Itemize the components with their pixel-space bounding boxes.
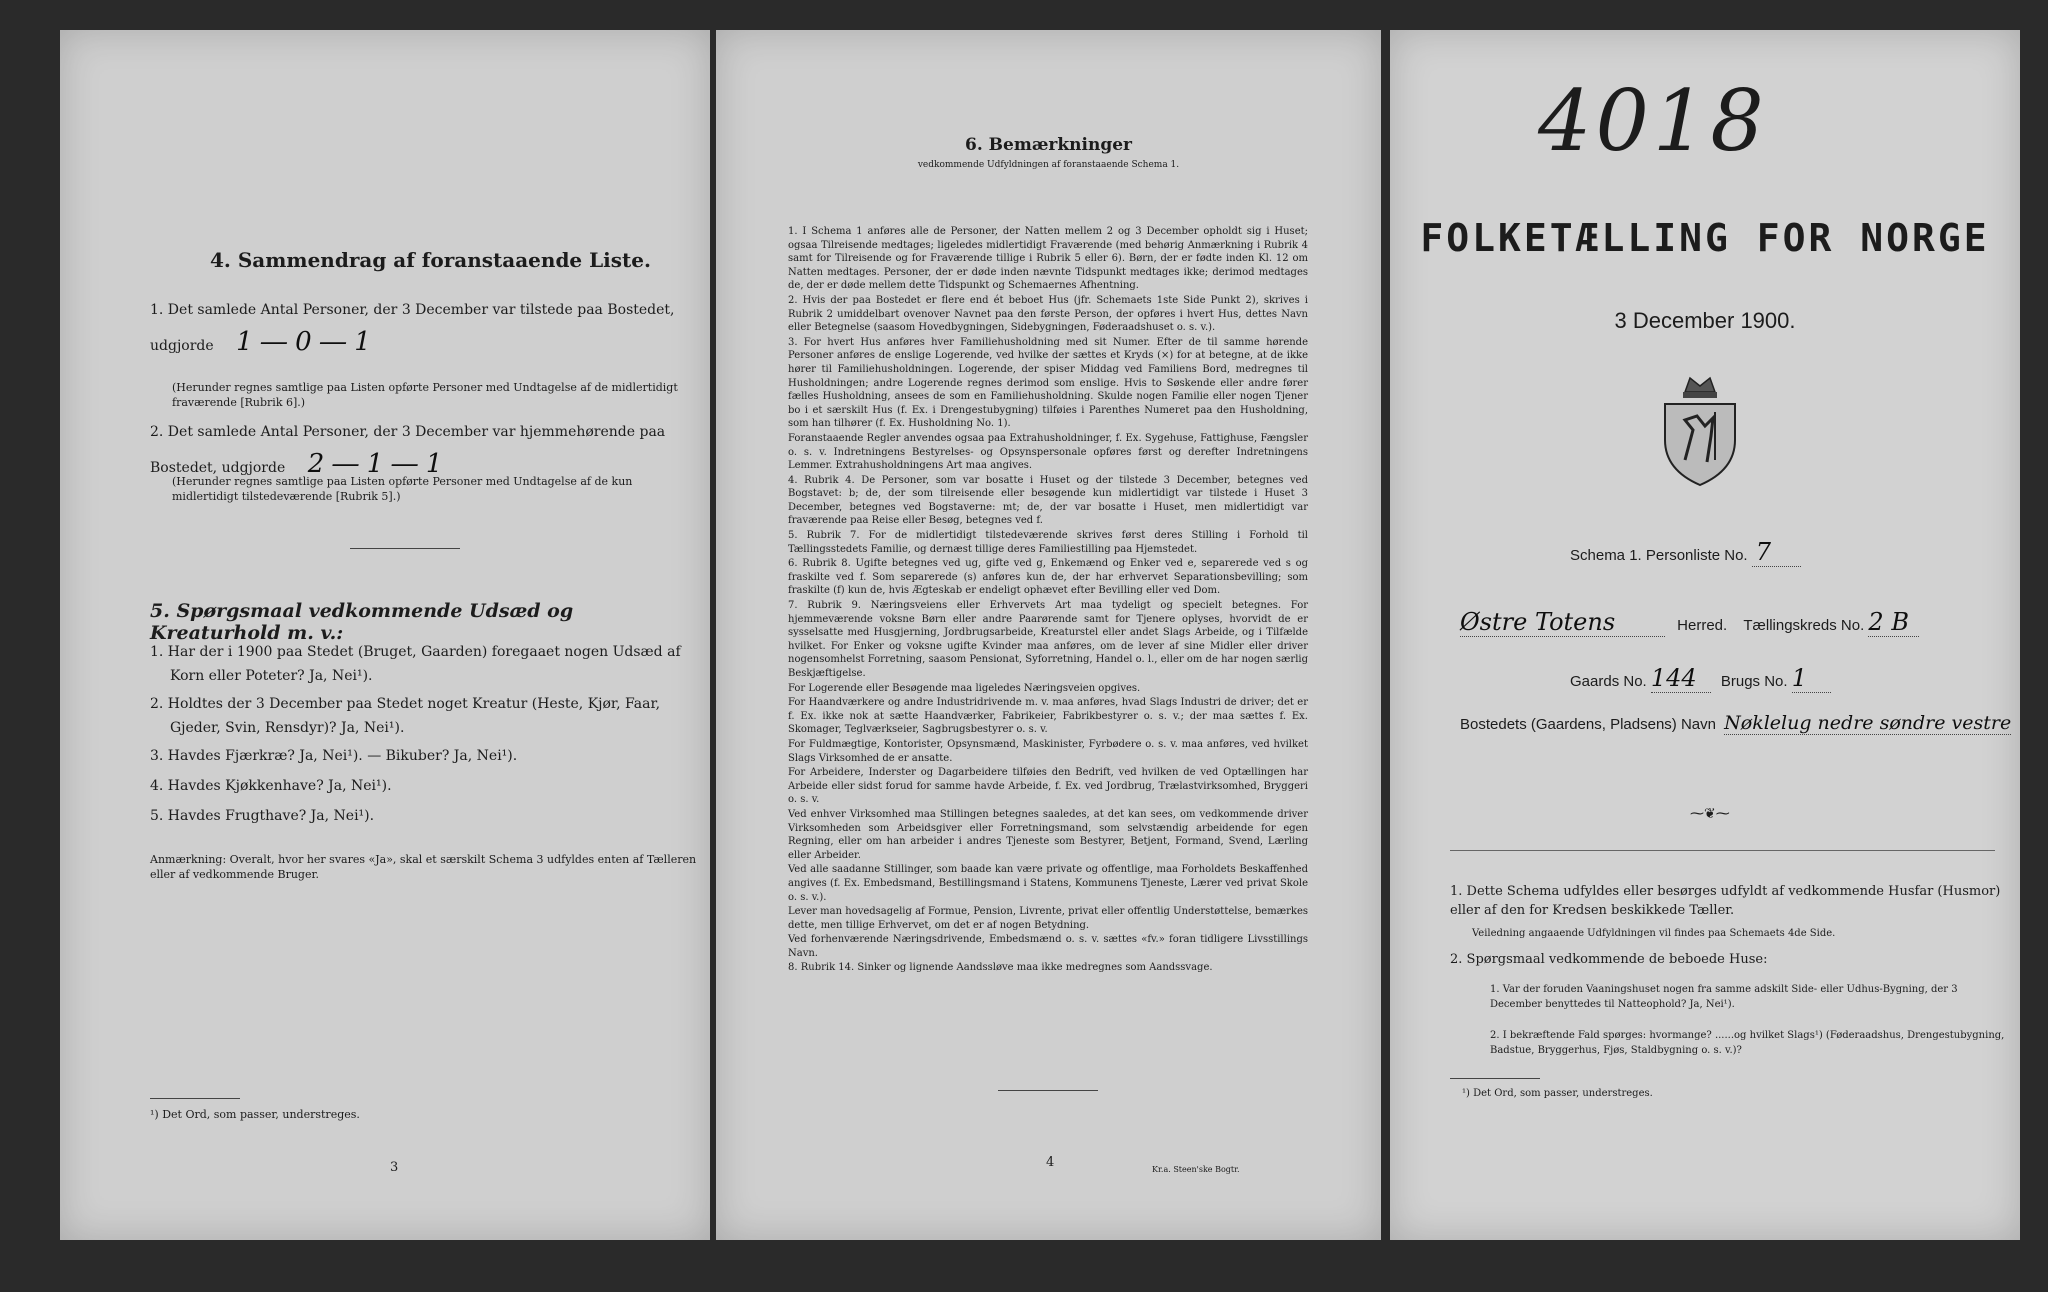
heading-summary: 4. Sammendrag af foranstaaende Liste. [210, 248, 651, 272]
remarks-title: 6. Bemærkninger [965, 135, 1132, 155]
instruction-1-sub: Veiledning angaaende Udfyldningen vil findes paa Schemaets 4de Side. [1472, 928, 1836, 939]
handwritten-resident-count: 2 ― 1 ― 1 [307, 449, 443, 479]
remark-paragraph: For Haandværkere og andre Industridrivende m. v. maa anføres, hvad Slags Industri de driver; det er f. Ex. ikke nok at sætte Haandværker, Fabrikeier, Fabrikbestyrer o. s. v.; der maa sættes f. Ex. Skomager, Teglværkseier, Sagbrugsbestyrer o. s. v. [788, 697, 1308, 736]
footnote-rule [1450, 1078, 1540, 1079]
remark-paragraph: Ved enhver Virksomhed maa Stillingen betegnes saaledes, at det kan sees, om vedkommende driver Virksomheden som Arbeidsgiver eller Forretningsmand, som selvstændig arbeidende for egen Regning, eller om han arbeider i andres Tjeneste som Bestyrer, Betjent, Formand, Svend, Lærling eller Arbeider. [788, 808, 1308, 861]
remark-paragraph: 7. Rubrik 9. Næringsveiens eller Erhvervets Art maa tydeligt og specielt betegnes. For hjemmeværende voksne Børn eller andre Paarørende samt for Tjenere oplyses, hvorvidt de er sysselsatte med Husgjerning, Jordbrugsarbeide, Kreaturstel eller andet Slags Arbeide, og i Tilfælde hvilket. For Enker og voksne ugifte Kvinder maa anføres, om de lever af sine Midler eller driver nogensomhelst Forretning, saasom Pensionat, Syforretning, Handel o. l., eller om de har nogen særlig Beskjæftigelse. [788, 600, 1308, 679]
left-page [60, 30, 710, 1240]
divider [350, 548, 460, 549]
remark-paragraph: For Fuldmægtige, Kontorister, Opsynsmænd, Maskinister, Fyrbødere o. s. v. maa anføres, ved hvilket Slags Virksomhed de er ansatte. [788, 738, 1308, 764]
remark-paragraph: 3. For hvert Hus anføres hver Familiehusholdning med sit Numer. Efter de til samme hørende Personer anføres de enslige Logerende, ved hvilke der sættes et Kryds (×) for at betegne, at de ikke hører til Familiehusholdningen. Logerende, der spiser Middag ved Familiens Bord, medregnes til Husholdningen; andre Logerende regnes derimod som enslige. Hvis to Søskende eller andre fører fælles Husholdning, ansees de som en Familiehusholdning. Skulde nogen Familie eller nogen Tjener bo i et særskilt Hus (f. Ex. i Drengestubygning) tilføies i Parenthes Numeret paa den Husholdning, som han tilhører (f. Ex. Husholdning No. 1). [788, 336, 1308, 430]
handwritten-archive-number: 4018 [1538, 72, 1768, 170]
summary-note-1: (Herunder regnes samtlige paa Listen opførte Personer med Undtagelse af de midlertidigt fraværende [Rubrik 6].) [172, 381, 678, 409]
remark-paragraph: For Arbeidere, Inderster og Dagarbeidere tilføies den Bedrift, ved hvilken de ved Optællingen har Arbeide eller sidst forud for samme havde Arbeide, f. Ex. ved Jordbrug, Trælastvirksomhed, Bryggeri o. s. v. [788, 767, 1308, 806]
instruction-2-2: 2. I bekræftende Fald spørges: hvormange? ......og hvilket Slags¹) (Føderaadshus, Drengestubygning, Badstue, Bryggerhus, Fjøs, Staldbygning o. s. v.)? [1490, 1030, 2005, 1056]
question-4: 4. Havdes Kjøkkenhave? Ja, Nei¹). [150, 778, 392, 794]
handwritten-herred: Østre Totens [1460, 608, 1665, 637]
right-page [1390, 30, 2020, 1240]
middle-page [716, 30, 1381, 1240]
footnote: ¹) Det Ord, som passer, understreges. [150, 1108, 360, 1121]
summary-item-2: 2. Det samlede Antal Personer, der 3 December var hjemmehørende paa Bostedet, udgjorde 2 ― 1 ― 1 [150, 424, 666, 479]
census-date: 3 December 1900. [1614, 308, 1796, 333]
remarks-list [788, 225, 1308, 976]
divider [998, 1090, 1098, 1091]
page-number: 3 [390, 1160, 399, 1175]
remark-paragraph: Ved alle saadanne Stillinger, som baade kan være private og offentlige, maa Forholdets Beskaffenhed angives (f. Ex. Embedsmand, Bestillingsmand i Statens, Kommunens Tjeneste, Lærer ved privat Skole o. s. v.). [788, 864, 1308, 903]
ornament: ⁓❦⁓ [1690, 806, 1730, 822]
handwritten-kreds: 2 B [1868, 608, 1919, 637]
remark-paragraph: Ved forhenværende Næringsdrivende, Embedsmænd o. s. v. sættes «fv.» foran tidligere Livsstillings Navn. [788, 934, 1308, 959]
heading-questions: 5. Spørgsmaal vedkommende Udsæd og Kreaturhold m. v.: [150, 600, 574, 644]
remark-note: Anmærkning: Overalt, hvor her svares «Ja», skal et særskilt Schema 3 udfyldes enten af Tælleren eller af vedkommende Bruger. [150, 853, 697, 881]
summary-item-1: 1. Det samlede Antal Personer, der 3 December var tilstede paa Bostedet, udgjorde 1 ― 0 ― 1 [150, 302, 675, 357]
handwritten-gaards-no: 144 [1651, 664, 1711, 693]
remark-paragraph: 5. Rubrik 7. For de midlertidigt tilstedeværende skrives først deres Stilling i Forhold til Tællingsstedets Familie, og dernæst tillige deres Familiestilling paa Hjemstedet. [788, 530, 1308, 555]
instruction-2-1: 1. Var der foruden Vaaningshuset nogen fra samme adskilt Side- eller Udhus-Bygning, der 3 December benyttedes til Natteophold? Ja, Nei¹). [1490, 984, 1958, 1010]
handwritten-bosted-name: Nøklelug nedre søndre vestre [1724, 712, 2012, 734]
coat-of-arms-icon [1655, 370, 1745, 490]
instruction-2: 2. Spørgsmaal vedkommende de beboede Huse: [1450, 952, 1768, 967]
printer-mark: Kr.a. Steen'ske Bogtr. [1152, 1165, 1240, 1174]
handwritten-present-count: 1 ― 0 ― 1 [236, 327, 371, 357]
schema-line: Schema 1. Personliste No. 7 [1570, 538, 1801, 567]
question-5: 5. Havdes Frugthave? Ja, Nei¹). [150, 808, 375, 824]
bosted-line: Bostedets (Gaardens, Pladsens) Navn Nøklelug nedre søndre vestre [1460, 712, 2012, 734]
herred-line: Østre Totens Herred. Tællingskreds No. 2 B [1460, 608, 2005, 637]
handwritten-brugs-no: 1 [1792, 664, 1831, 693]
remark-paragraph: Lever man hovedsagelig af Formue, Pension, Livrente, privat eller offentlig Understøttelse, bemærkes dette, men tillige Erhvervet, om det er af nogen Betydning. [788, 906, 1308, 931]
remark-paragraph: 8. Rubrik 14. Sinker og lignende Aandssløve maa ikke medregnes som Aandssvage. [788, 962, 1213, 974]
remark-paragraph: 1. I Schema 1 anføres alle de Personer, der Natten mellem 2 og 3 December opholdt sig i Huset; ogsaa Tilreisende medtages; ligeledes midlertidigt Fraværende (med behørig Anmærkning i Rubrik 4 samt for Tilreisende og for Fraværende tillige i Rubrik 5 eller 6). Børn, der er fødte inden Kl. 12 om Natten medtages. Personer, der er døde inden nævnte Tidspunkt medtages ikke; derimod medtages de, der er døde mellem dette Tidspunkt og Schemaernes Afhentning. [788, 226, 1308, 292]
divider [1450, 850, 1995, 851]
footnote: ¹) Det Ord, som passer, understreges. [1462, 1088, 1653, 1099]
remark-paragraph: 4. Rubrik 4. De Personer, som var bosatte i Huset og der tilstede 3 December, betegnes ved Bogstavet: b; de, der som tilreisende eller besøgende kun midlertidigt var tilstede i Huset 3 December, betegnes ved Bogstaverne: mt; de, der var bosatte i Huset, men midlertidigt var fraværende paa Reise eller Besøg, betegnes ved f. [788, 474, 1308, 527]
question-1: 1. Har der i 1900 paa Stedet (Bruget, Gaarden) foregaaet nogen Udsæd af Korn eller Poteter? Ja, Nei¹). [150, 644, 681, 684]
remark-paragraph: 2. Hvis der paa Bostedet er flere end ét beboet Hus (jfr. Schemaets 1ste Side Punkt 2), skrives i Rubrik 2 umiddelbart ovenover Navnet paa den første Person, der opføres i hvert Hus, dettes Navn eller Betegnelse (saasom Hovedbygningen, Sidebygningen, Føderaadshuset o. s. v.). [788, 294, 1308, 334]
remarks-subtitle: vedkommende Udfyldningen af foranstaaende Schema 1. [917, 160, 1180, 170]
question-2: 2. Holdtes der 3 December paa Stedet noget Kreatur (Heste, Kjør, Faar, Gjeder, Svin, Rensdyr)? Ja, Nei¹). [150, 696, 661, 736]
remark-paragraph: 6. Rubrik 8. Ugifte betegnes ved ug, gifte ved g, Enkemænd og Enker ved e, separerede ved s og fraskilte ved f. Som separerede (s) anføres kun de, der har erhvervet Separationsbevilling; som fraskilte (f) kun de, hvis Ægteskab er endeligt ophævet efter Bevilling eller ved Dom. [788, 558, 1308, 597]
remark-paragraph: Foranstaaende Regler anvendes ogsaa paa Extrahusholdninger, f. Ex. Sygehuse, Fattighuse, Fængsler o. s. v. Indretningens Bestyrelses- og Opsynspersonale opføres først og derefter Indretningens Lemmer. Extrahusholdningens Art maa angives. [788, 432, 1308, 472]
page-number: 4 [1046, 1155, 1055, 1170]
question-3: 3. Havdes Fjærkræ? Ja, Nei¹). — Bikuber? Ja, Nei¹). [150, 748, 518, 764]
census-title: FOLKETÆLLING FOR NORGE [1420, 216, 1990, 260]
summary-note-2: (Herunder regnes samtlige paa Listen opførte Personer med Undtagelse af de kun midlertidigt tilstedeværende [Rubrik 5].) [172, 475, 633, 503]
remark-paragraph: For Logerende eller Besøgende maa ligeledes Næringsveien opgives. [788, 682, 1141, 694]
footnote-rule [150, 1098, 240, 1099]
instruction-1: 1. Dette Schema udfyldes eller besørges udfyldt af vedkommende Husfar (Husmor) eller af den for Kredsen beskikkede Tæller. [1450, 884, 2001, 918]
handwritten-personliste-no: 7 [1752, 538, 1801, 567]
gaards-line: Gaards No. 144 Brugs No. 1 [1570, 664, 1831, 693]
